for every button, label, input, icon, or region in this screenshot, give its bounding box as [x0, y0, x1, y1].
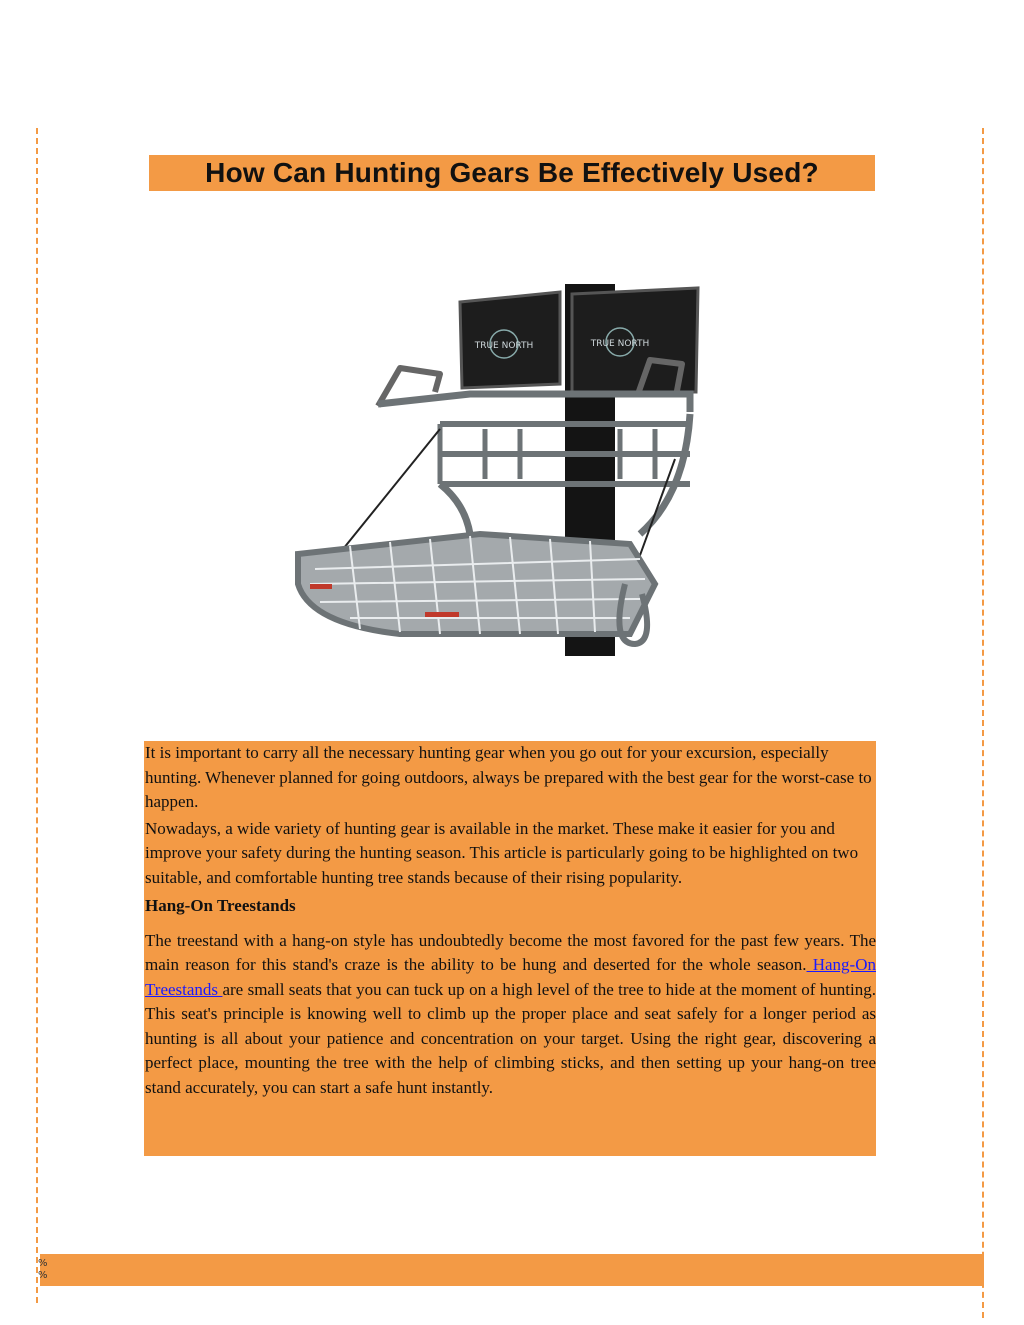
paragraph-hang-on-text-1: The treestand with a hang-on style has undoubtedly become the most favored for the past few years. The main reason for this stand's craze is the ability to be hung and deserted for the whole season.	[145, 930, 876, 974]
right-dashed-border	[982, 128, 990, 1318]
paragraph-variety: Nowadays, a wide variety of hunting gear is available in the market. These make it easier for you and improve your safety during the hunting season. This article is particularly going to be highlighted on two suitable, and comfortable hunting tree stands because of their rising popularity.	[145, 818, 859, 887]
section-heading: Hang-On Treestands	[145, 896, 296, 915]
title-banner	[149, 155, 875, 191]
footer-bar	[40, 1254, 984, 1286]
hang-on-treestands-link[interactable]: Hang-On Treestands	[145, 955, 876, 999]
paragraph-hang-on-text-2: are small seats that you can tuck up on a high level of the tree to hide at the moment of hunting. This seat's principle is knowing well to climb up the proper place and seat safely for a longer period as hunting is all about your patience and concentration on your target. Using the right gear, discovering a perfect place, mounting the tree with the help of climbing sticks, and then setting up your hang-on tree stand accurately, you can start a safe hunt instantly.	[145, 979, 876, 1097]
brand-logo-right: TRUE NORTH	[590, 339, 650, 349]
tree-stand-photo	[290, 284, 720, 656]
page-title: How Can Hunting Gears Be Effectively Used?	[205, 157, 819, 188]
article-body	[144, 741, 876, 1156]
paragraph-hang-on	[145, 929, 876, 1101]
left-dashed-border	[36, 128, 46, 1303]
page-marks: % %	[38, 1258, 48, 1281]
brand-logo-left: TRUE NORTH	[474, 341, 534, 351]
paragraph-intro: It is important to carry all the necessary hunting gear when you go out for your excursion, especially hunting. Whenever planned for going outdoors, always be prepared with the best gear for the worst-case to happen.	[145, 743, 872, 811]
